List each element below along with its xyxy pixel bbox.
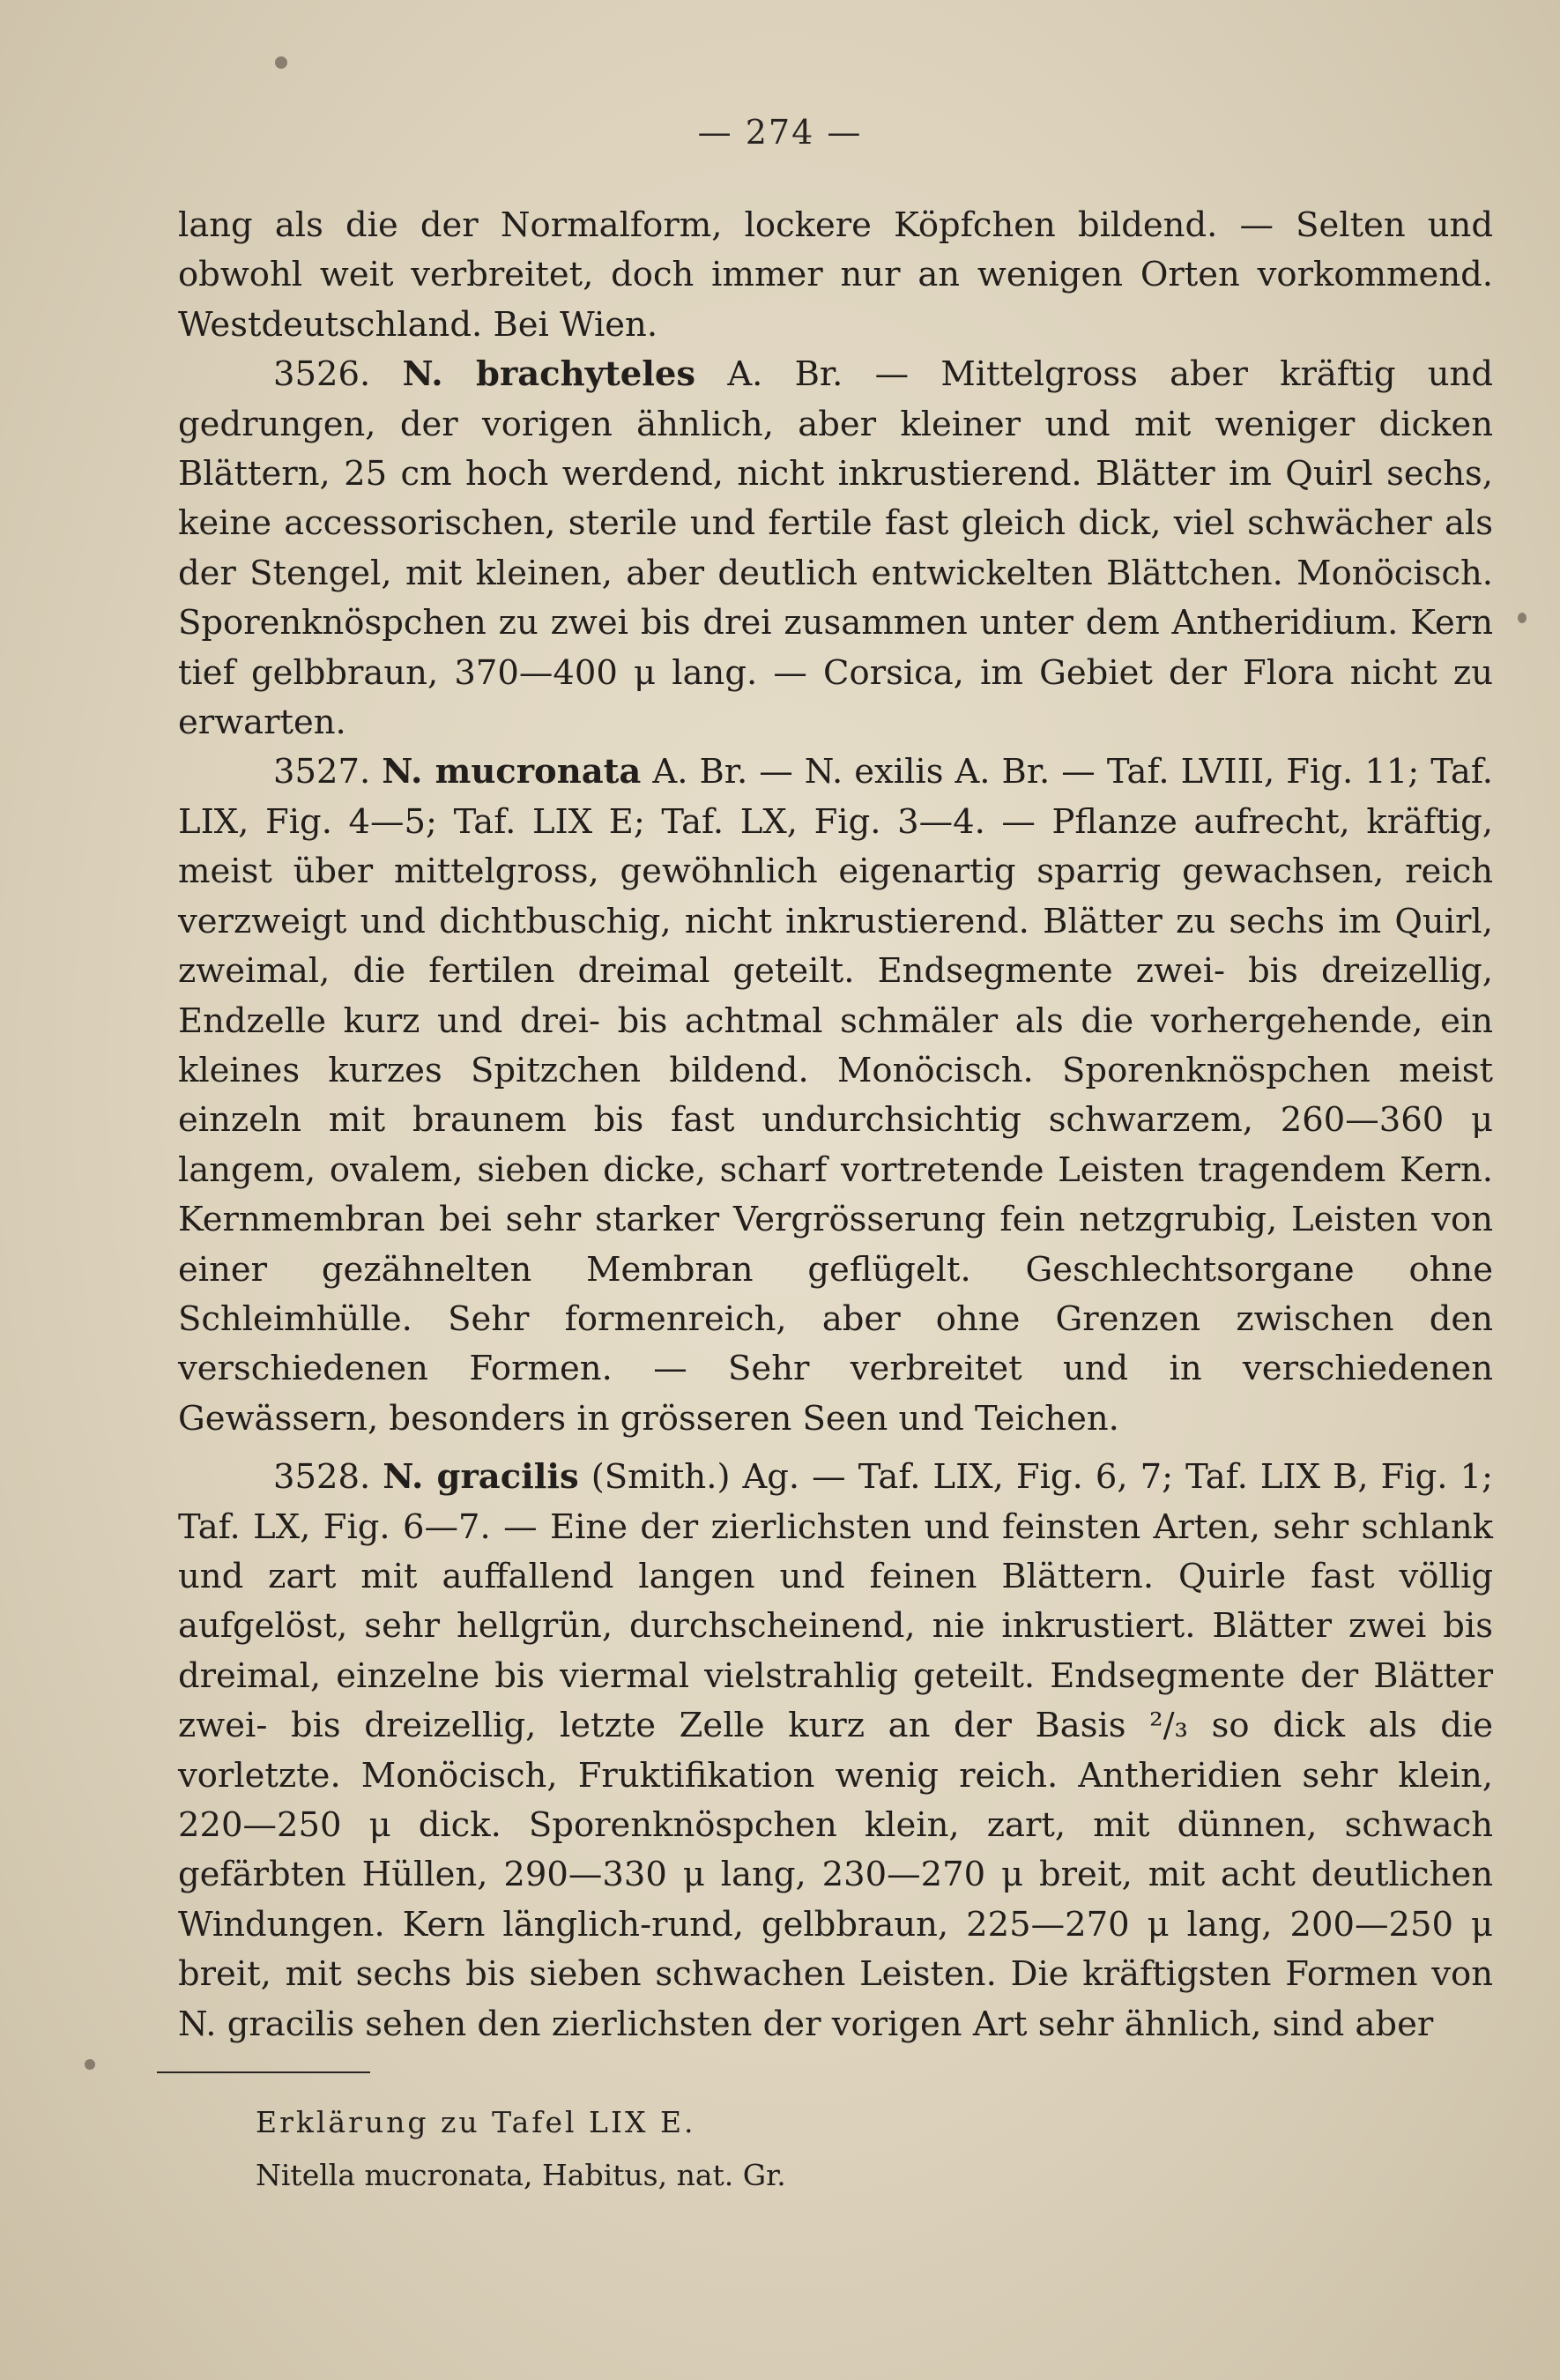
paragraph-continuation: lang als die der Normalform, lockere Köpfchen bildend. — Selten und obwohl weit verbreitet, doch immer nur an wenigen Orten vorkommend. Westdeutschland. Bei Wien.	[178, 205, 1493, 345]
species-name: N. gracilis	[383, 1457, 579, 1498]
footnote	[256, 2096, 1313, 2202]
ink-spot	[1518, 613, 1527, 623]
ink-spot	[275, 56, 287, 69]
page-number: — 274 —	[697, 113, 863, 152]
entry-3528	[178, 1453, 1493, 2049]
footnote-text: Nitella mucronata, Habitus, nat. Gr.	[256, 2158, 786, 2192]
footnote-divider	[157, 2071, 370, 2073]
entry-number: 3526.	[273, 354, 403, 395]
entry-description: A. Br. — Mittelgross aber kräftig und gedrungen, der vorigen ähnlich, aber kleiner und mit weniger dicken Blättern, 25 cm hoch werdend, nicht inkrustierend. Blätter im Quirl sechs, keine accessorischen, sterile und fertile fast gleich dick, viel schwächer als der Stengel, mit kleinen, aber deutlich entwickelten Blättchen. Monöcisch. Sporenknöspchen zu zwei bis drei zusammen unter dem Antheridium. Kern tief gelbbraun, 370—400 μ lang. — Corsica, im Gebiet der Flora nicht zu erwarten.	[178, 354, 1493, 743]
entry-number: 3527.	[273, 752, 383, 792]
entry-3526	[178, 350, 1493, 747]
footnote-title: Erklärung zu Tafel LIX E.	[256, 2105, 696, 2139]
entry-3527	[178, 747, 1493, 1444]
entry-number: 3528.	[273, 1457, 383, 1498]
main-text	[178, 201, 1493, 2049]
species-name: N. brachyteles	[402, 354, 696, 395]
entry-description: A. Br. — N. exilis A. Br. — Taf. LVIII, Fig. 11; Taf. LIX, Fig. 4—5; Taf. LIX E; Taf. LX, Fig. 3—4. — Pflanze aufrecht, kräftig, meist über mittelgross, gewöhnlich eigenartig sparrig gewachsen, reich verzweigt und dichtbuschig, nicht inkrustierend. Blätter zu sechs im Quirl, zweimal, die fertilen dreimal geteilt. Endsegmente zwei- bis dreizellig, Endzelle kurz und drei- bis achtmal schmäler als die vorhergehende, ein kleines kurzes Spitzchen bildend. Monöcisch. Sporenknöspchen meist einzeln mit braunem bis fast undurchsichtig schwarzem, 260—360 μ langem, ovalem, sieben dicke, scharf vortretende Leisten tragendem Kern. Kernmembran bei sehr starker Vergrösserung fein netzgrubig, Leisten von einer gezähnelten Membran geflügelt. Geschlechtsorgane ohne Schleimhülle. Sehr formenreich, aber ohne Grenzen zwischen den verschiedenen Formen. — Sehr verbreitet und in verschiedenen Gewässern, besonders in grösseren Seen und Teichen.	[178, 752, 1493, 1439]
entry-description: (Smith.) Ag. — Taf. LIX, Fig. 6, 7; Taf. LIX B, Fig. 1; Taf. LX, Fig. 6—7. — Eine der zierlichsten und feinsten Arten, sehr schlank und zart mit auffallend langen und feinen Blättern. Quirle fast völlig aufgelöst, sehr hellgrün, durchscheinend, nie inkrustiert. Blätter zwei bis dreimal, einzelne bis viermal vielstrahlig geteilt. Endsegmente der Blätter zwei- bis dreizellig, letzte Zelle kurz an der Basis ²/₃ so dick als die vorletzte. Monöcisch, Fruktifikation wenig reich. Antheridien sehr klein, 220—250 μ dick. Sporenknöspchen klein, zart, mit dünnen, schwach gefärbten Hüllen, 290—330 μ lang, 230—270 μ breit, mit acht deutlichen Windungen. Kern länglich-rund, gelbbraun, 225—270 μ lang, 200—250 μ breit, mit sechs bis sieben schwachen Leisten. Die kräftigsten Formen von N. gracilis sehen den zierlichsten der vorigen Art sehr ähnlich, sind aber	[178, 1457, 1493, 2044]
species-name: N. mucronata	[382, 752, 642, 792]
ink-spot	[85, 2059, 95, 2070]
